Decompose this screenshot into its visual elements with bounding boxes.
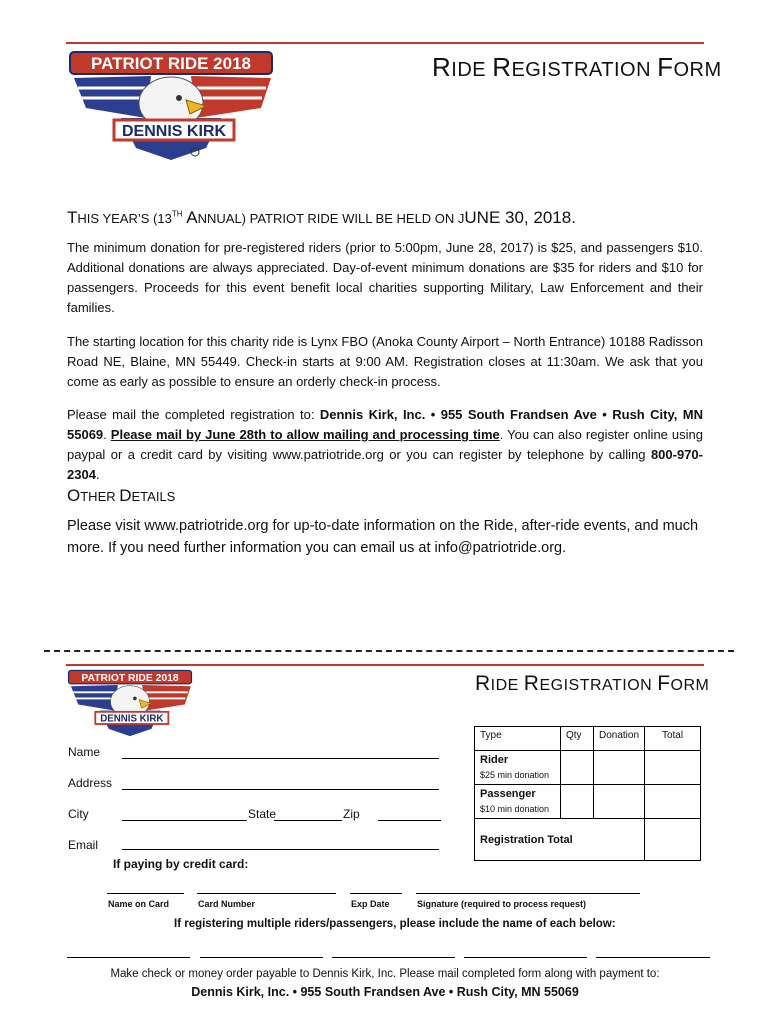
- rider-name-field-1[interactable]: [67, 957, 190, 958]
- footer-address: Dennis Kirk, Inc. • 955 South Frandsen Ave • Rush City, MN 55069: [191, 985, 579, 999]
- city-label: City: [68, 807, 89, 821]
- rider-min: $25 min donation: [480, 770, 550, 780]
- signature-label: Signature (required to process request): [417, 899, 587, 909]
- zip-field[interactable]: [378, 820, 441, 821]
- cut-line: [44, 650, 734, 652]
- address-label: Address: [68, 776, 113, 790]
- other-details-heading: OTHER DETAILS: [67, 486, 176, 505]
- rider-name-field-3[interactable]: [332, 957, 455, 958]
- state-field[interactable]: [274, 820, 342, 821]
- rider-name-field-5[interactable]: [596, 957, 710, 958]
- email-field[interactable]: [122, 849, 439, 850]
- exp-date-field[interactable]: [350, 893, 402, 894]
- mail-paragraph: Please mail the completed registration to: Dennis Kirk, Inc. • 955 South Frandsen Ave • Rush City, MN 55069. Please mail by June 28th to allow mailing and processing time. You can also register online using paypal or a credit card by visiting www.patriotride.org or you can register by telephone by calling 800-970-2304.: [67, 407, 703, 482]
- name-label: Name: [68, 745, 101, 759]
- passenger-row: [475, 785, 561, 819]
- name-on-card-field[interactable]: [107, 893, 184, 894]
- state-label: State: [248, 807, 277, 821]
- logo-sponsor: DENNIS KIRK: [121, 123, 227, 140]
- passenger-label: Passenger: [480, 788, 536, 800]
- form-rule: [66, 664, 704, 666]
- rider-label: Rider: [480, 754, 509, 766]
- rider-qty-cell[interactable]: [561, 751, 594, 785]
- rider-name-field-4[interactable]: [464, 957, 587, 958]
- other-details-text: Please visit www.patriotride.org for up-to-date information on the Ride, after-ride events, and much more. If you need further information you can email us at info@patriotride.org.: [67, 518, 699, 556]
- location-paragraph: The starting location for this charity ride is Lynx FBO (Anoka County Airport – North Entrance) 10188 Radisson Road NE, Blaine, MN 55449. Check-in starts at 9:00 AM. Registration closes at 11:30am. We ask that you come as early as possible to ensure an orderly check-in process.: [67, 334, 703, 389]
- col-donation: Donation: [594, 727, 645, 751]
- passenger-total-cell[interactable]: [645, 785, 701, 819]
- rider-donation-cell[interactable]: [594, 751, 645, 785]
- signature-field[interactable]: [416, 893, 640, 894]
- city-field[interactable]: [122, 820, 247, 821]
- logo-event-name: PATRIOT RIDE 2018: [91, 54, 251, 73]
- credit-card-label: If paying by credit card:: [113, 857, 249, 871]
- col-type: Type: [475, 727, 561, 751]
- name-field[interactable]: [122, 758, 439, 759]
- address-field[interactable]: [122, 789, 439, 790]
- patriot-ride-logo: [66, 48, 276, 163]
- rider-row: [475, 751, 561, 785]
- zip-label: Zip: [343, 807, 360, 821]
- patriot-ride-logo-small: [66, 668, 194, 738]
- rider-name-field-2[interactable]: [200, 957, 323, 958]
- top-rule: [66, 42, 704, 44]
- passenger-qty-cell[interactable]: [561, 785, 594, 819]
- email-label: Email: [68, 838, 99, 852]
- name-on-card-label: Name on Card: [108, 899, 170, 909]
- registration-table: [474, 726, 701, 861]
- registration-total-cell[interactable]: [645, 819, 701, 861]
- page-title: RIDE REGISTRATION FORM: [432, 52, 722, 82]
- registration-total-label: Registration Total: [475, 819, 645, 861]
- form-title: RIDE REGISTRATION FORM: [475, 672, 710, 695]
- logo-small-event-name: PATRIOT RIDE 2018: [81, 672, 179, 684]
- multiple-riders-note: If registering multiple riders/passengers, please include the name of each below:: [174, 918, 616, 930]
- card-number-label: Card Number: [198, 899, 256, 909]
- exp-date-label: Exp Date: [351, 899, 390, 909]
- donation-paragraph: The minimum donation for pre-registered riders (prior to 5:00pm, June 28, 2017) is $25, and passengers $10. Additional donations are always appreciated. Day-of-event minimum donations are $35 for riders and $10 for passengers. Proceeds for this event benefit local charities supporting Military, Law Enforcement and their families.: [67, 240, 703, 315]
- event-date-heading: THIS YEAR’S (13TH ANNUAL) PATRIOT RIDE WILL BE HELD ON JUNE 30, 2018.: [67, 208, 576, 227]
- card-number-field[interactable]: [197, 893, 336, 894]
- passenger-donation-cell[interactable]: [594, 785, 645, 819]
- rider-total-cell[interactable]: [645, 751, 701, 785]
- passenger-min: $10 min donation: [480, 804, 550, 814]
- logo-small-sponsor: DENNIS KIRK: [100, 713, 164, 725]
- col-qty: Qty: [561, 727, 594, 751]
- col-total: Total: [645, 727, 701, 751]
- footer-note: Make check or money order payable to Dennis Kirk, Inc. Please mail completed form along with payment to:: [110, 968, 660, 980]
